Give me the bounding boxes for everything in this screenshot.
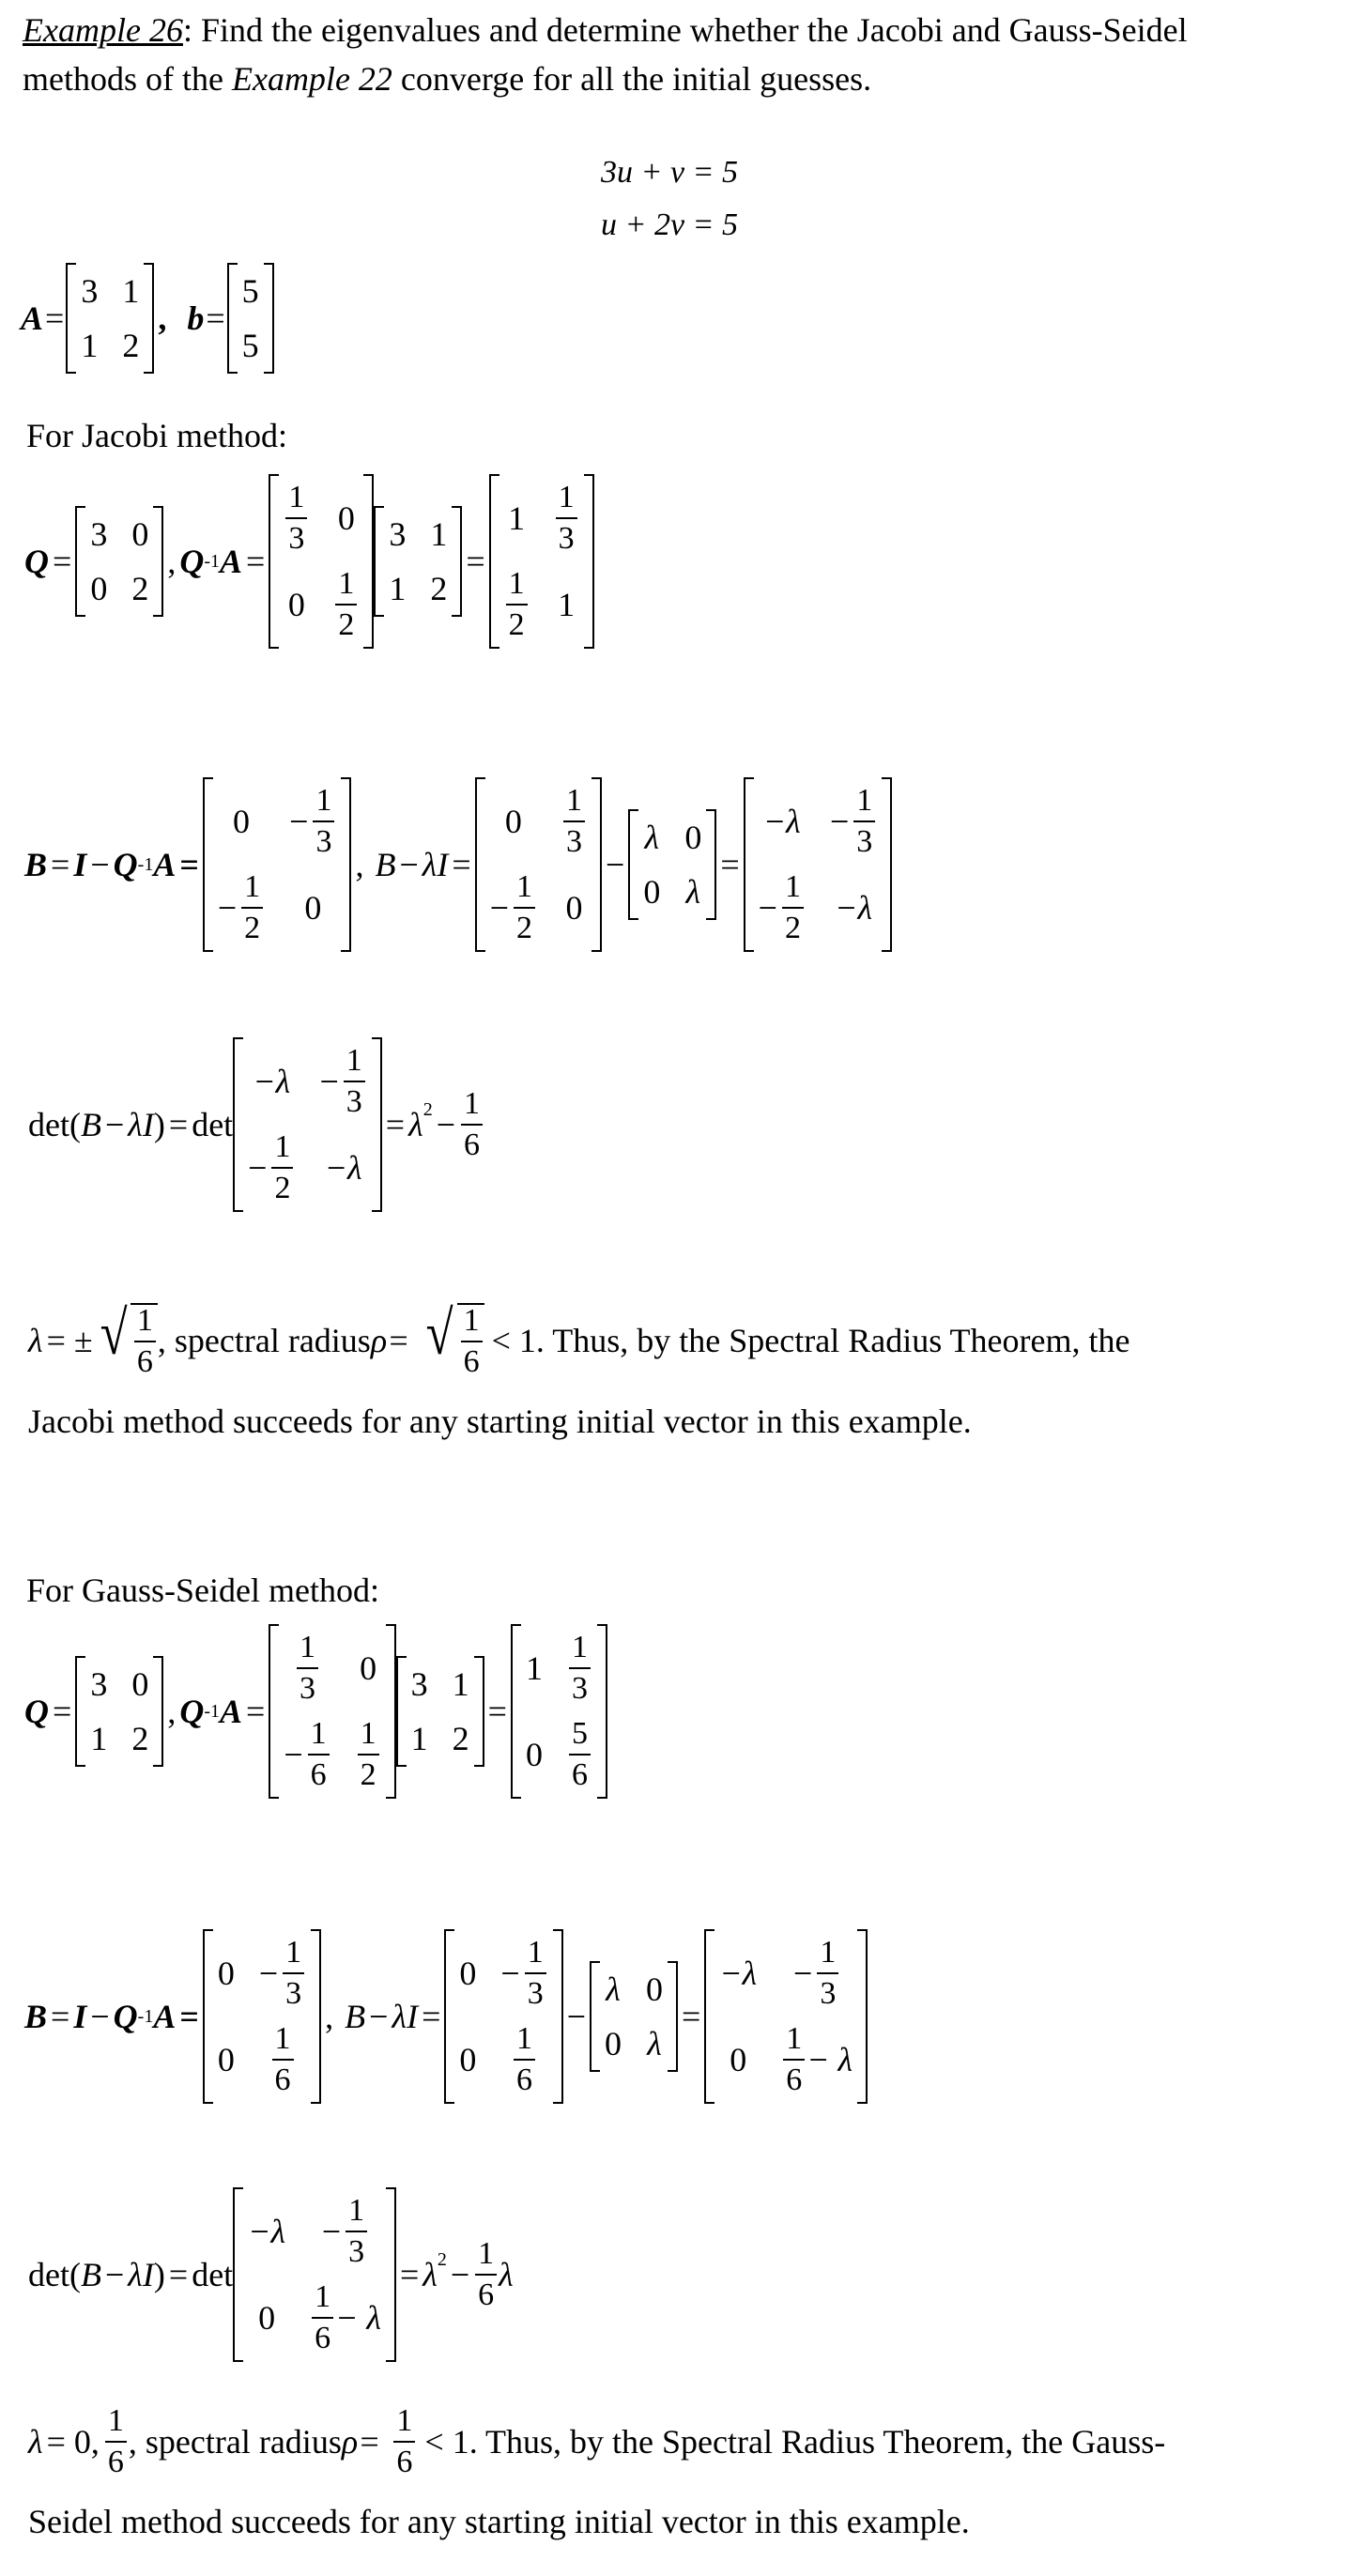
matrix-cell: 3 [81,272,99,310]
jacobi-matrix-A [374,506,462,617]
matrix-cell: − $\frac{1}{6}$ [284,1718,330,1791]
gs-matrix-B-left [444,1929,562,2104]
matrix-cell: $\frac{1}{6}$ − λ [310,2281,381,2354]
matrix-cell: −λ [835,889,873,927]
matrix-cell: − $\frac{1}{3}$ [259,1937,306,2010]
jacobi-eigen-sqrt: √ $\frac{1}{6}$ [97,1303,158,1378]
matrix-cell: $\frac{1}{2}$ [333,568,359,641]
gs-matrix-lambda-I [590,1961,678,2072]
matrix-cell: 0 [258,2299,276,2337]
gs-eigen-frac: $\frac{1}{6}$ [105,2405,127,2478]
problem-line-2 [23,54,1188,103]
matrix-cell: −λ [719,1955,758,1992]
matrix-cell: 2 [452,1720,469,1757]
jacobi-det-row: det( B − λ I ) = det −λ − $\frac{1}{3}$ − $\frac{1}{2}$ −λ = λ 2 − $\frac{1}{6}$ [28,1037,484,1212]
matrix-cell: 2 [430,570,448,607]
matrix-cell: 1 [558,586,576,623]
jacobi-det-matrix [233,1037,382,1212]
jacobi-rho-sqrt: √ $\frac{1}{6}$ [422,1303,484,1378]
jacobi-matrix-Q [75,506,163,617]
example-label: Example 26 [23,11,183,49]
matrix-cell: 0 [131,515,149,553]
matrix-cell: − $\frac{1}{3}$ [830,785,877,858]
equation-1: 3u + v = 5 [601,155,738,190]
matrix-cell: $\frac{1}{3}$ [295,1632,320,1705]
gs-b-row: B = I − Q -1 A = 0 − $\frac{1}{3}$ 0 $\frac{1}{6}$ , B − λ I = 0 − $\frac{1}{3}$ 0 $\frac{1}{6}$ − λ 0 0 λ = −λ − $\frac{1}{3}$ 0 $\frac{1}{6}$ − λ [24,1929,868,2104]
matrix-cell: $\frac{1}{3}$ [554,482,579,555]
problem-text-2b: converge for all the initial guesses. [392,60,872,98]
matrix-cell: − $\frac{1}{2}$ [490,871,537,944]
matrix-cell: 0 [131,1665,149,1703]
matrix-cell: λ [606,1970,621,2008]
gs-matrix-Q [75,1656,163,1767]
jacobi-matrix-lambda-I [628,809,716,920]
jacobi-matrix-B-minus-lambda-I [744,777,893,952]
matrix-cell: −λ [762,803,801,840]
gs-matrix-Q-inv-A [511,1624,607,1799]
matrix-cell: $\frac{1}{2}$ [356,1718,381,1791]
matrix-cell: 2 [122,327,140,364]
matrix-cell: 1 [525,1649,543,1687]
matrix-cell: −λ [248,2213,286,2250]
matrix-cell: − $\frac{1}{2}$ [759,871,806,944]
matrix-cell: $\frac{5}{6}$ [567,1718,592,1791]
jacobi-matrix-Q-inv-A [489,474,594,649]
jacobi-q-row: Q = 3 0 0 2 , Q -1 A = $\frac{1}{3}$ 0 0 $\frac{1}{2}$ 3 1 1 2 = 1 $\frac{1}{3}$ $\frac{1}{2}$ 1 [24,474,594,649]
jacobi-matrix-B-left [475,777,602,952]
problem-text-2a: methods of the [23,60,232,98]
matrix-cell: − $\frac{1}{2}$ [218,871,265,944]
matrix-cell: 3 [389,515,407,553]
problem-statement [23,6,1188,103]
matrix-cell: 1 [508,499,526,537]
matrix-cell: 0 [360,1649,377,1687]
vector-cell: 5 [241,327,259,364]
matrix-cell: 2 [131,1720,149,1757]
matrix-cell: 0 [337,499,355,537]
gs-matrix-B [203,1929,321,2104]
b-label: b [187,299,205,337]
matrix-cell: 1 [90,1720,108,1757]
spectral-radius-text: , spectral radius [128,2423,342,2461]
rho-label: ρ= [370,1322,410,1359]
matrix-cell: 1 [122,272,140,310]
spectral-radius-text: , spectral radius [157,1322,371,1359]
gs-matrix-A [396,1656,484,1767]
matrix-cell: − $\frac{1}{3}$ [500,1937,547,2010]
det-label: det [192,1106,234,1143]
gs-heading: For Gauss-Seidel method: [26,1572,379,1609]
A-label: A [21,299,44,337]
gs-matrix-Q-inv [269,1624,395,1799]
matrix-A [66,263,154,374]
matrix-cell: − $\frac{1}{2}$ [248,1131,295,1204]
vector-cell: 5 [241,272,259,310]
matrix-cell: −λ [253,1063,291,1100]
matrix-cell: 0 [525,1736,543,1773]
jacobi-heading: For Jacobi method: [26,417,287,454]
jacobi-matrix-B [203,777,352,952]
problem-text-1: : Find the eigenvalues and determine whether the Jacobi and Gauss-Seidel [182,11,1188,49]
matrix-cell: 0 [287,586,305,623]
rho-label: ρ= [341,2423,381,2461]
matrix-cell: λ [644,819,660,856]
matrix-cell: 2 [131,570,149,607]
matrix-cell: 1 [410,1720,428,1757]
matrix-cell: $\frac{1}{6}$ [512,2023,537,2096]
problem-line-1 [23,6,1188,54]
jacobi-b-row: B = I − Q -1 A = 0 − $\frac{1}{3}$ − $\frac{1}{2}$ 0 , B − λ I = 0 $\frac{1}{3}$ − $\frac{1}{2}$ 0 − λ 0 0 λ = −λ − $\frac{1}{3}$ − $\frac{1}{2}$ −λ [24,777,892,952]
matrix-cell: $\frac{1}{2}$ [504,568,530,641]
gs-char-poly-frac: $\frac{1}{6}$ [475,2238,497,2311]
jacobi-char-poly-frac: $\frac{1}{6}$ [461,1088,483,1161]
given-matrices: A = 3 1 1 2 , b = 5 5 [21,263,274,374]
comma: , [158,299,167,337]
matrix-cell: λ [685,873,701,911]
matrix-cell: 1 [389,570,407,607]
matrix-cell: 0 [459,1955,477,1992]
gs-det-row: det( B − λ I ) = det −λ − $\frac{1}{3}$ 0 $\frac{1}{6}$ − λ = λ 2 − $\frac{1}{6}$ λ [28,2187,514,2362]
matrix-cell: 3 [410,1665,428,1703]
vector-b [227,263,274,374]
gs-conclusion-2: Seidel method succeeds for any starting initial vector in this example. [28,2503,970,2540]
matrix-cell: 0 [217,1955,235,1992]
matrix-cell: − $\frac{1}{3}$ [319,1045,366,1118]
gs-q-row: Q = 3 0 1 2 , Q -1 A = $\frac{1}{3}$ 0 − $\frac{1}{6}$ $\frac{1}{2}$ 3 1 1 2 = 1 $\frac{1}{3}$ 0 $\frac{5}{6}$ [24,1624,607,1799]
matrix-cell: − $\frac{1}{3}$ [322,2195,369,2268]
matrix-cell: 0 [684,819,702,856]
matrix-cell: 0 [459,2041,477,2078]
matrix-cell: 3 [90,1665,108,1703]
example-ref: Example 22 [231,60,392,98]
matrix-cell: 0 [643,873,661,911]
matrix-cell: 0 [217,2041,235,2078]
matrix-cell: 1 [81,327,99,364]
matrix-cell: λ [647,2025,662,2062]
matrix-cell: $\frac{1}{6}$ − λ [781,2023,853,2096]
matrix-cell: $\frac{1}{6}$ [270,2023,296,2096]
matrix-cell: 0 [90,570,108,607]
matrix-cell: 0 [504,803,522,840]
matrix-cell: 0 [304,889,322,927]
matrix-cell: 0 [646,1970,664,2008]
matrix-cell: 1 [452,1665,469,1703]
matrix-cell: 0 [233,803,251,840]
gs-conclusion-1: < 1. Thus, by the Spectral Radius Theorem, the Gauss- [424,2423,1166,2461]
det-label: det [192,2256,234,2293]
matrix-cell: − $\frac{1}{3}$ [289,785,336,858]
jacobi-matrix-Q-inv [269,474,374,649]
gs-det-matrix [233,2187,396,2362]
jacobi-conclusion-2: Jacobi method succeeds for any starting initial vector in this example. [28,1403,972,1440]
gs-rho-frac: $\frac{1}{6}$ [393,2405,415,2478]
matrix-cell: 3 [90,515,108,553]
matrix-cell: 0 [605,2025,622,2062]
jacobi-eigen-row: λ = ± √ $\frac{1}{6}$ , spectral radius ρ= √ $\frac{1}{6}$ < 1. Thus, by the Spectral Radius Theorem, the [28,1299,1130,1379]
equation-2: u + 2v = 5 [601,207,738,242]
matrix-cell: $\frac{1}{3}$ [284,482,309,555]
matrix-cell: 0 [565,889,583,927]
matrix-cell: − $\frac{1}{3}$ [793,1937,840,2010]
jacobi-conclusion-1: < 1. Thus, by the Spectral Radius Theorem, the [491,1322,1130,1359]
matrix-cell: −λ [324,1149,362,1187]
matrix-cell: $\frac{1}{3}$ [561,785,587,858]
gs-matrix-B-minus-lambda-I [704,1929,868,2104]
linear-system [601,155,738,243]
matrix-cell: 0 [730,2041,747,2078]
matrix-cell: 1 [430,515,448,553]
matrix-cell: $\frac{1}{3}$ [567,1632,592,1705]
gs-eigen-row: λ = 0, $\frac{1}{6}$ , spectral radius ρ= $\frac{1}{6}$ < 1. Thus, by the Spectral Radius Theorem, the Gauss- [28,2403,1166,2479]
